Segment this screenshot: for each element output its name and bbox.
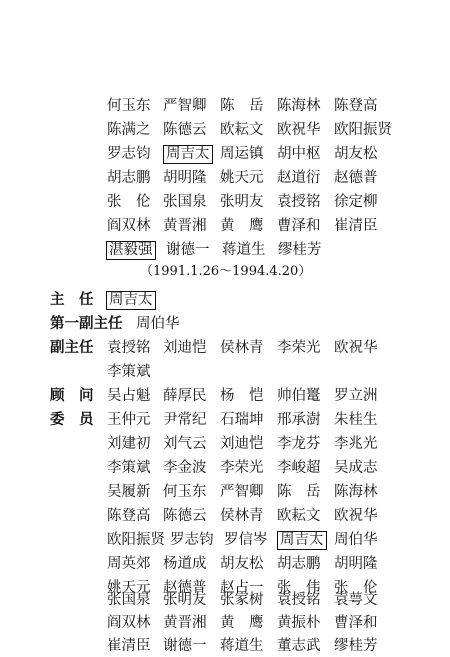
name-cell: 赵德普 [163, 580, 207, 596]
name-cell: 蒋道生 [220, 638, 264, 654]
member-row [0, 410, 450, 430]
name-cell: 吴履新 [107, 484, 151, 500]
section1-row [0, 120, 450, 140]
name-cell: 黄晋湘 [163, 615, 207, 631]
name-cell: 尹常纪 [163, 412, 207, 428]
name-cell: 赵道衍 [277, 170, 321, 186]
name-cell: 姚天元 [107, 580, 151, 596]
member-row [0, 554, 450, 574]
section1-row [0, 216, 450, 236]
name-cell: 吴占魁 [107, 388, 151, 404]
member-row [0, 434, 450, 454]
section1-row [0, 144, 450, 164]
section1-row [0, 192, 450, 212]
name-cell: 曹泽和 [277, 218, 321, 234]
name-cell: 侯林青 [220, 340, 264, 356]
name-cell: 张国泉 [107, 592, 151, 608]
advisor-label: 顾 问 [50, 388, 94, 404]
name-cell: 陈海林 [334, 484, 378, 500]
name-cell-boxed: 周吉太 [277, 531, 327, 550]
name-cell: 袁授铭 [277, 592, 321, 608]
name-cell: 谢德一 [166, 242, 210, 258]
member-row [0, 636, 450, 656]
member-row [0, 506, 450, 526]
name-cell: 张明友 [220, 194, 264, 210]
name-cell: 李荣光 [277, 340, 321, 356]
name-cell: 严智卿 [163, 98, 207, 114]
section1-row [0, 96, 450, 116]
name-cell: 周运镇 [220, 146, 264, 162]
name-cell: 陈德云 [163, 122, 207, 138]
name-cell: 侯林青 [220, 508, 264, 524]
name-cell: 缪桂芳 [278, 242, 322, 258]
name-cell: 李峻超 [277, 460, 321, 476]
name-cell: 张家树 [220, 592, 264, 608]
name-cell: 黄振朴 [277, 615, 321, 631]
name-cell: 刘迪恺 [220, 436, 264, 452]
name-cell: 曹泽和 [334, 615, 378, 631]
name-cell: 张 伦 [334, 580, 378, 596]
name-cell: 胡友松 [220, 556, 264, 572]
name-cell: 周英郊 [107, 556, 151, 572]
vice-row [0, 362, 450, 382]
member-label: 委 员 [50, 412, 94, 428]
name-cell: 张 伟 [277, 580, 321, 596]
name-cell: 刘气云 [163, 436, 207, 452]
name-cell: 李金波 [163, 460, 207, 476]
name-cell: 李策斌 [107, 364, 151, 380]
chairman-row [0, 290, 450, 310]
member-row [0, 590, 450, 610]
name-cell: 陈满之 [107, 122, 151, 138]
name-cell: 欧祝华 [334, 508, 378, 524]
name-cell: 李荣光 [220, 460, 264, 476]
name-cell: 石瑞坤 [220, 412, 264, 428]
name-cell: 胡明隆 [163, 170, 207, 186]
name-cell: 王仲元 [107, 412, 151, 428]
name-cell: 欧祝华 [277, 122, 321, 138]
name-cell: 缪桂芳 [334, 638, 378, 654]
name-cell: 蒋道生 [222, 242, 266, 258]
name-cell: 吴成志 [334, 460, 378, 476]
name-cell: 严智卿 [220, 484, 264, 500]
name-cell: 陈 岳 [220, 98, 264, 114]
name-cell: 胡明隆 [334, 556, 378, 572]
name-cell: 姚天元 [220, 170, 264, 186]
name-cell: 董志武 [277, 638, 321, 654]
name-cell-boxed: 湛毅强 [106, 241, 156, 260]
name-cell: 欧阳振贤 [334, 122, 392, 138]
name-cell: 陈登高 [107, 508, 151, 524]
member-row [0, 482, 450, 502]
name-cell: 罗立洲 [334, 388, 378, 404]
name-cell: 李策斌 [107, 460, 151, 476]
name-cell: 袁授铭 [277, 194, 321, 210]
name-cell: 胡友松 [334, 146, 378, 162]
name-cell: 张 伦 [107, 194, 151, 210]
name-cell: 阎双林 [107, 218, 151, 234]
member-row [0, 530, 450, 550]
name-cell: 李龙芬 [277, 436, 321, 452]
name-cell: 陈 岳 [277, 484, 321, 500]
name-cell: 黄 鹰 [220, 218, 264, 234]
name-cell: 赵德普 [334, 170, 378, 186]
name-cell: 欧祝华 [334, 340, 378, 356]
first-vice-name: 周伯华 [136, 316, 180, 332]
name-cell: 罗信岑 [224, 532, 268, 548]
advisor-row [0, 386, 450, 406]
name-cell: 何玉东 [163, 484, 207, 500]
name-cell: 陈德云 [163, 508, 207, 524]
name-cell: 袁萼文 [334, 592, 378, 608]
name-cell: 罗志钧 [170, 532, 214, 548]
name-cell: 黄 鹰 [220, 615, 264, 631]
name-cell: 邢承澍 [277, 412, 321, 428]
name-cell: 胡志鹏 [107, 170, 151, 186]
name-cell: 崔清臣 [107, 638, 151, 654]
first-vice-row [0, 314, 450, 334]
chairman-name-boxed: 周吉太 [106, 291, 156, 310]
member-row [0, 613, 450, 633]
name-cell-boxed: 周吉太 [163, 145, 213, 164]
term-date-range: （1991.1.26～1994.4.20） [140, 264, 312, 279]
name-cell: 陈海林 [277, 98, 321, 114]
first-vice-label: 第一副主任 [50, 316, 123, 332]
name-cell: 欧耘文 [220, 122, 264, 138]
name-cell: 胡志鹏 [277, 556, 321, 572]
name-cell: 崔清臣 [334, 218, 378, 234]
name-cell: 袁授铭 [107, 340, 151, 356]
name-cell: 李兆光 [334, 436, 378, 452]
name-cell: 刘建初 [107, 436, 151, 452]
name-cell: 朱桂生 [334, 412, 378, 428]
name-cell: 陈登高 [334, 98, 378, 114]
vice-label: 副主任 [50, 340, 94, 356]
name-cell: 黄晋湘 [163, 218, 207, 234]
name-cell: 胡中枢 [277, 146, 321, 162]
name-cell: 帅伯鼍 [277, 388, 321, 404]
name-cell: 周伯华 [334, 532, 378, 548]
name-cell: 徐定柳 [334, 194, 378, 210]
name-cell: 张国泉 [163, 194, 207, 210]
member-row [0, 458, 450, 478]
name-cell: 赵占一 [220, 580, 264, 596]
name-cell: 谢德一 [163, 638, 207, 654]
chairman-label: 主 任 [50, 292, 94, 308]
name-cell: 杨 恺 [220, 388, 264, 404]
name-cell: 薛厚民 [163, 388, 207, 404]
section1-row [0, 168, 450, 188]
name-cell: 阎双林 [107, 615, 151, 631]
name-cell: 罗志钧 [107, 146, 151, 162]
name-cell: 杨道成 [163, 556, 207, 572]
name-cell: 欧耘文 [277, 508, 321, 524]
section1-row [0, 240, 450, 260]
vice-row [0, 338, 450, 358]
name-cell: 何玉东 [107, 98, 151, 114]
name-cell: 刘迪恺 [163, 340, 207, 356]
name-cell: 张明友 [163, 592, 207, 608]
name-cell: 欧阳振贤 [107, 532, 165, 548]
